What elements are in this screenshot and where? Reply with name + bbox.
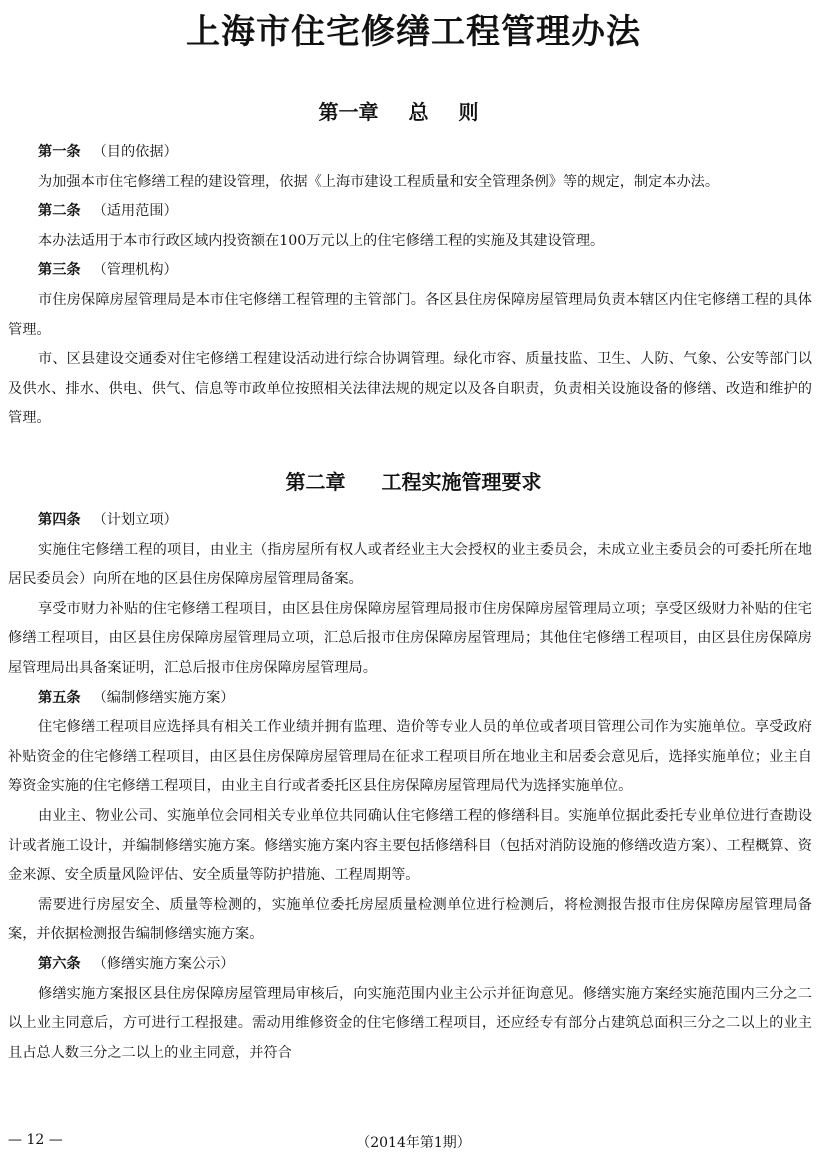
article-2-heading: 第二条 （适用范围） xyxy=(38,203,178,220)
article-4-paragraph: 享受市财力补贴的住宅修缮工程项目，由区县住房保障房屋管理局报市住房保障房屋管理局立项；享受区级财力补贴的住宅修缮工程项目，由区县住房保障房屋管理局立项，汇总后报市住房保障房屋管理局；其他住宅修缮工程项目，由区县住房保障房屋管理局出具备案证明，汇总后报市住房保障房屋管理局。 xyxy=(8,600,812,676)
article-5-heading: 第五条 （编制修缮实施方案） xyxy=(38,689,235,706)
chapter-1-body xyxy=(8,138,812,434)
chapter-2-body xyxy=(8,506,812,1068)
article-6-heading: 第六条 （修缮实施方案公示） xyxy=(38,955,235,972)
chapter-1-heading xyxy=(0,96,827,125)
chapter-number: 第二章 xyxy=(285,470,346,494)
document-title: 上海市住宅修缮工程管理办法 xyxy=(186,12,641,52)
chapter-name: 工程实施管理要求 xyxy=(381,470,542,494)
issue-label: （2014年第1期） xyxy=(356,1135,471,1151)
chapter-2-heading xyxy=(0,466,827,495)
article-3-paragraph: 市住房保障房屋管理局是本市住宅修缮工程管理的主管部门。各区县住房保障房屋管理局负责本辖区内住宅修缮工程的具体管理。 xyxy=(8,291,812,338)
page-footer xyxy=(0,1132,827,1156)
article-4-heading: 第四条 （计划立项） xyxy=(38,512,178,528)
article-1-paragraph: 为加强本市住宅修缮工程的建设管理，依据《上海市建设工程质量和安全管理条例》等的规定，制定本办法。 xyxy=(38,173,720,190)
article-3-paragraph: 市、区县建设交通委对住宅修缮工程建设活动进行综合协调管理。绿化市容、质量技监、卫生、人防、气象、公安等部门以及供水、排水、供电、供气、信息等市政单位按照相关法律法规的规定以及各自职责，负责相关设施设备的修缮、改造和维护的管理。 xyxy=(8,351,812,427)
chapter-number: 第一章 xyxy=(318,100,379,124)
page-number: — 12 — xyxy=(8,1132,63,1148)
article-3-heading: 第三条 （管理机构） xyxy=(38,262,178,279)
article-1-heading: 第一条 （目的依据） xyxy=(38,144,178,160)
article-2-paragraph: 本办法适用于本市行政区域内投资额在100万元以上的住宅修缮工程的实施及其建设管理。 xyxy=(38,232,605,249)
article-5-paragraph: 住宅修缮工程项目应选择具有相关工作业绩并拥有监理、造价等专业人员的单位或者项目管理公司作为实施单位。享受政府补贴资金的住宅修缮工程项目，由区县住房保障房屋管理局在征求工程项目所在地业主和居委会意见后，选择实施单位；业主自筹资金实施的住宅修缮工程项目，由业主自行或者委托区县住房保障房屋管理局代为选择实施单位。 xyxy=(8,719,812,795)
article-5-paragraph: 由业主、物业公司、实施单位会同相关专业单位共同确认住宅修缮工程的修缮科目。实施单位据此委托专业单位进行查勘设计或者施工设计，并编制修缮实施方案。修缮实施方案内容主要包括修缮科目（包括对消防设施的修缮改造方案）、工程概算、资金来源、安全质量风险评估、安全质量等防护措施、工程周期等。 xyxy=(8,807,812,884)
article-6-paragraph: 修缮实施方案报区县住房保障房屋管理局审核后，向实施范围内业主公示并征询意见。修缮实施方案经实施范围内三分之二以上业主同意后，方可进行工程报建。需动用维修资金的住宅修缮工程项目，还应经专有部分占建筑总面积三分之二以上的业主且占总人数三分之二以上的业主同意，并符合 xyxy=(8,985,812,1061)
article-4-paragraph: 实施住宅修缮工程的项目，由业主（指房屋所有权人或者经业主大会授权的业主委员会，未成立业主委员会的可委托所在地居民委员会）向所在地的区县住房保障房屋管理局备案。 xyxy=(8,541,812,588)
chapter-name: 总则 xyxy=(408,100,509,124)
article-5-paragraph: 需要进行房屋安全、质量等检测的，实施单位委托房屋质量检测单位进行检测后，将检测报告报市住房保障房屋管理局备案，并依据检测报告编制修缮实施方案。 xyxy=(8,896,812,943)
